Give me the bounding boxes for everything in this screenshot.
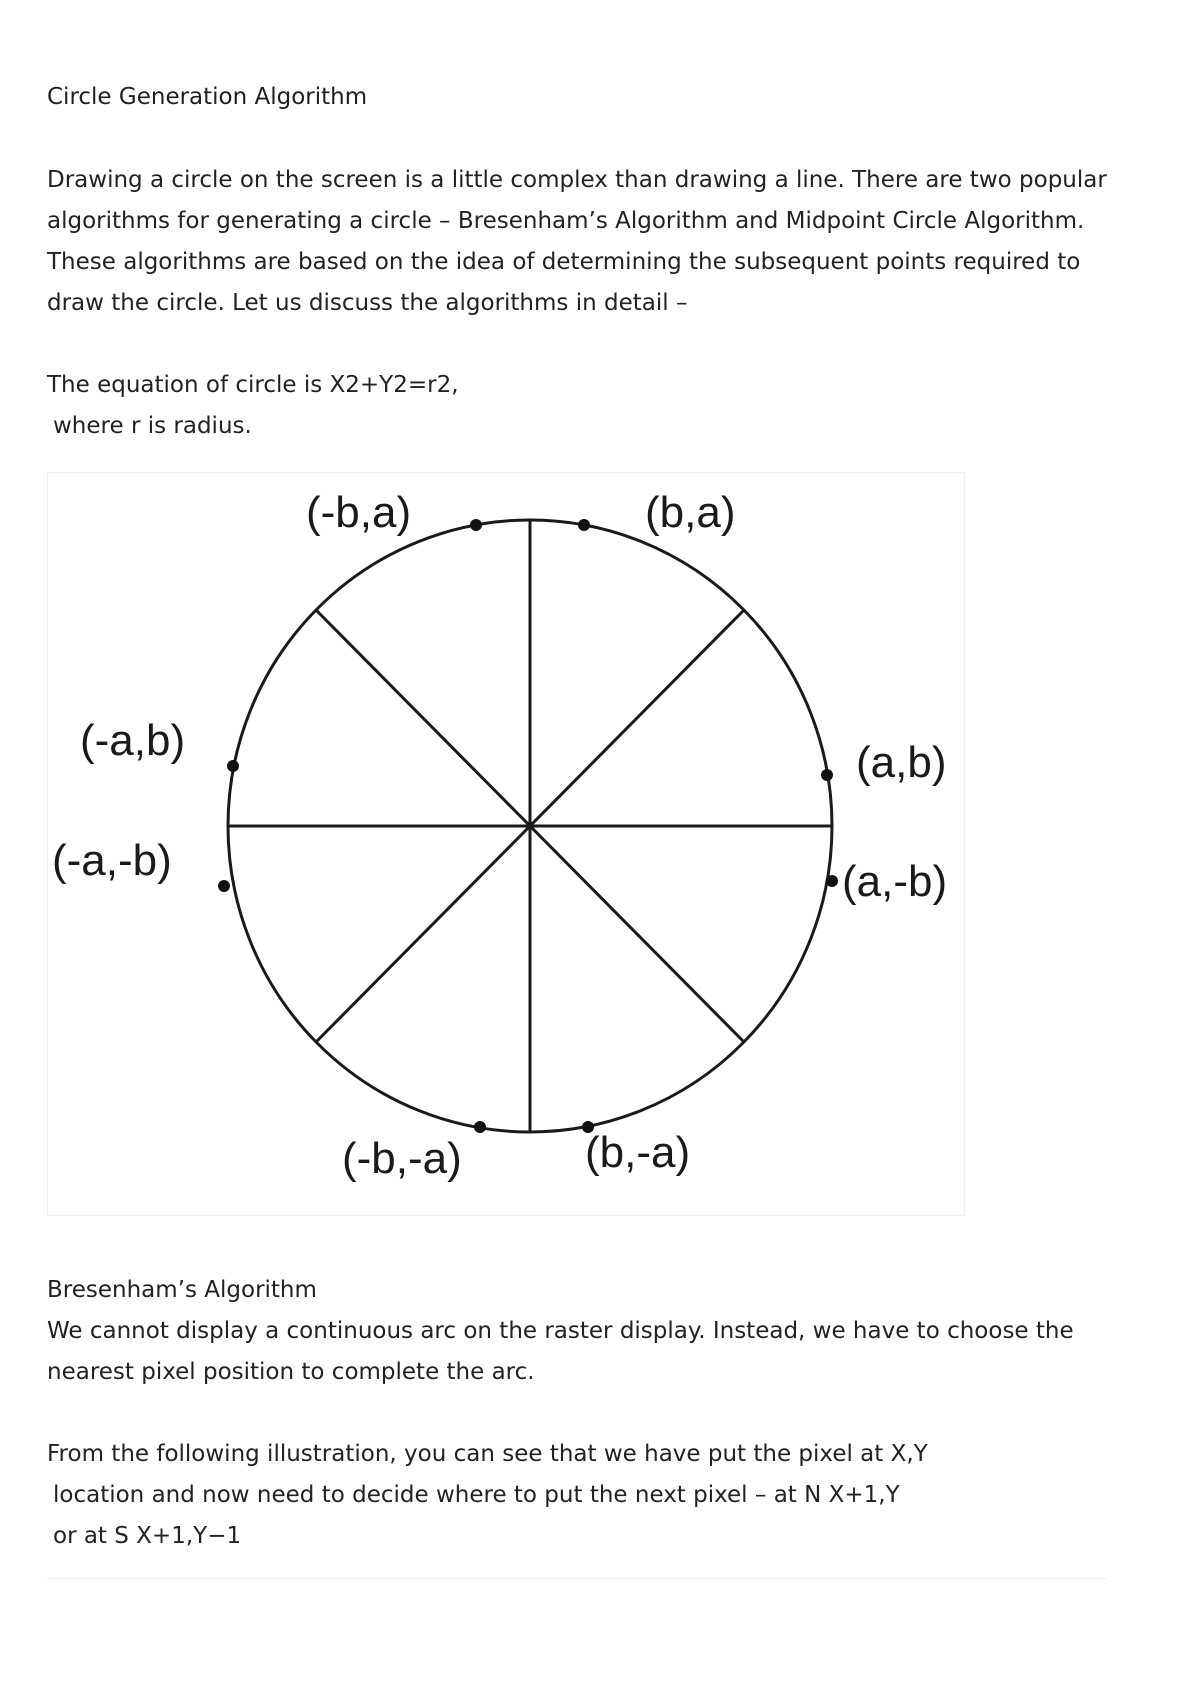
- bresenham-line: nearest pixel position to complete the arc.: [47, 1359, 535, 1385]
- label-a-neg-b: (a,-b): [842, 857, 948, 906]
- illustration-line: or at S X+1,Y−1: [53, 1523, 242, 1549]
- label-a-b: (a,b): [856, 738, 947, 787]
- intro-line: These algorithms are based on the idea of determining the subsequent points required to: [47, 249, 1081, 275]
- page-title: Circle Generation Algorithm: [47, 84, 368, 110]
- label-neg-b-neg-a: (-b,-a): [342, 1134, 462, 1183]
- intro-line: Drawing a circle on the screen is a little complex than drawing a line. There are two popular: [47, 167, 1107, 193]
- intro-line: algorithms for generating a circle – Bresenham’s Algorithm and Midpoint Circle Algorithm.: [47, 208, 1085, 234]
- illustration-paragraph: [47, 1434, 928, 1557]
- illustration-line: From the following illustration, you can see that we have put the pixel at X,Y: [47, 1441, 928, 1467]
- equation-line: where r is radius.: [53, 413, 252, 439]
- label-b-neg-a: (b,-a): [585, 1128, 691, 1177]
- intro-paragraph: [47, 160, 1157, 324]
- label-neg-a-neg-b: (-a,-b): [52, 836, 172, 885]
- diagram-geometry: [228, 520, 832, 1132]
- point-a-b: [821, 769, 833, 781]
- intro-line: draw the circle. Let us discuss the algorithms in detail –: [47, 290, 688, 316]
- equation-paragraph: [47, 365, 459, 447]
- bresenham-section: [47, 1270, 1074, 1393]
- equation-line: The equation of circle is X2+Y2=r2,: [47, 372, 459, 398]
- point-neg-b-a: [470, 519, 482, 531]
- label-b-a: (b,a): [645, 488, 736, 537]
- label-neg-a-b: (-a,b): [80, 716, 186, 765]
- point-a-neg-b: [826, 875, 838, 887]
- bresenham-line: We cannot display a continuous arc on the raster display. Instead, we have to choose the: [47, 1318, 1074, 1344]
- label-neg-b-a: (-b,a): [306, 488, 412, 537]
- point-neg-b-neg-a: [474, 1121, 486, 1133]
- section-heading: Bresenham’s Algorithm: [47, 1277, 317, 1303]
- circle-octant-diagram: [48, 473, 964, 1215]
- circle-octant-figure: [47, 472, 965, 1216]
- illustration-line: location and now need to decide where to put the next pixel – at N X+1,Y: [53, 1482, 900, 1508]
- divider: [47, 1578, 1107, 1579]
- point-b-a: [578, 519, 590, 531]
- point-neg-a-b: [227, 760, 239, 772]
- point-neg-a-neg-b: [218, 880, 230, 892]
